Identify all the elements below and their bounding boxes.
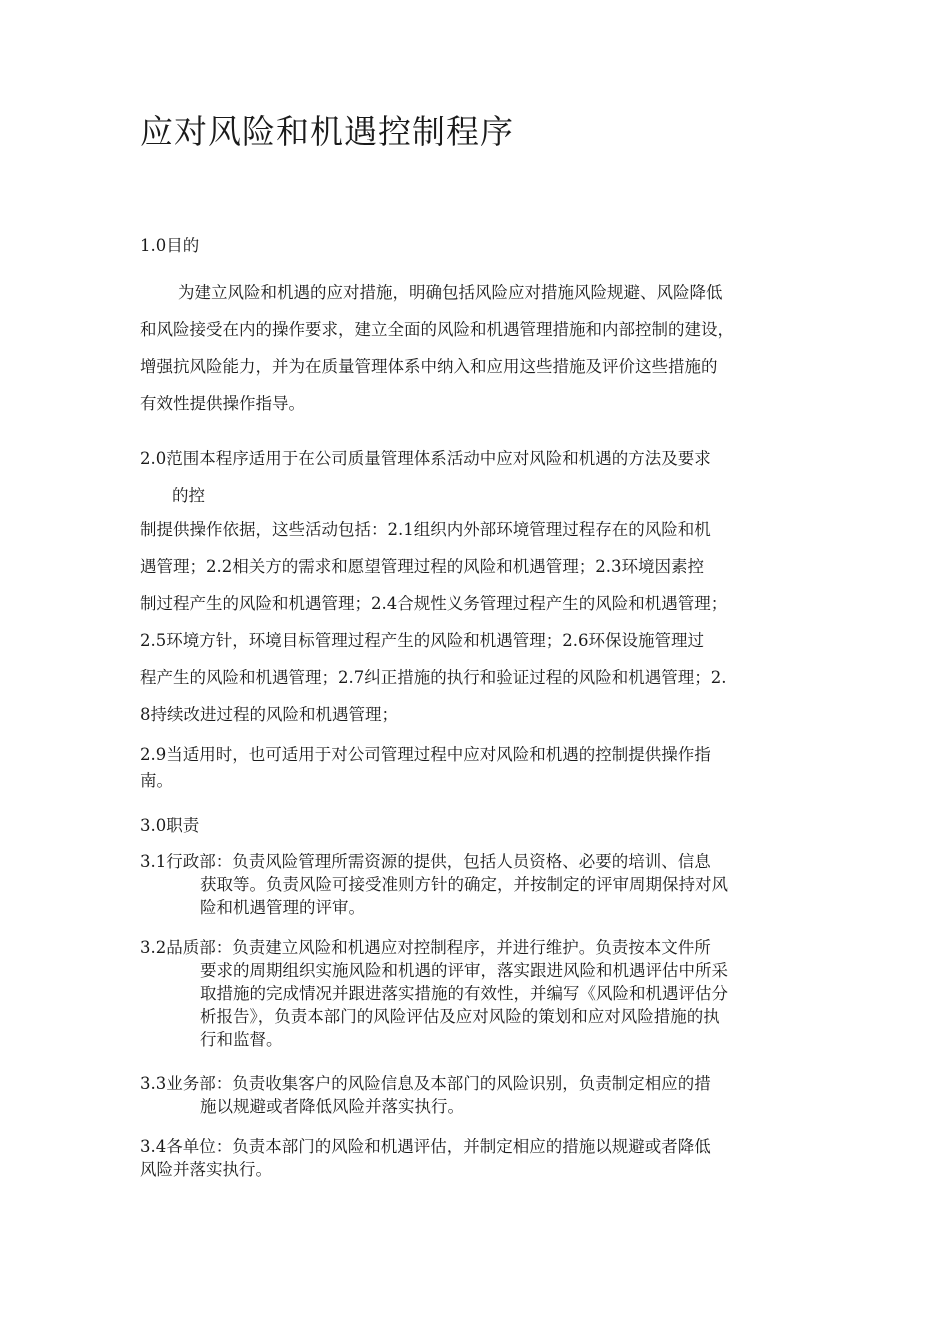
section-2-note-line: 2.9当适用时，也可适用于对公司管理过程中应对风险和机遇的控制提供操作指 bbox=[140, 745, 711, 764]
responsibility-line: 3.4各单位：负责本部门的风险和机遇评估，并制定相应的措施以规避或者降低 bbox=[140, 1137, 711, 1156]
section-2-line: 制过程产生的风险和机遇管理；2.4合规性义务管理过程产生的风险和机遇管理； bbox=[140, 594, 728, 613]
section-2-heading-cont: 的控 bbox=[172, 486, 205, 505]
section-2-note-line: 南。 bbox=[140, 771, 173, 790]
section-1-line: 为建立风险和机遇的应对措施，明确包括风险应对措施风险规避、风险降低 bbox=[178, 283, 723, 302]
section-2-heading-line: 2.0范围本程序适用于在公司质量管理体系活动中应对风险和机遇的方法及要求 bbox=[140, 449, 711, 468]
section-2-line: 制提供操作依据，这些活动包括：2.1组织内外部环境管理过程存在的风险和机 bbox=[140, 520, 711, 539]
responsibility-line: 风险并落实执行。 bbox=[140, 1160, 272, 1179]
section-2-line: 2.5环境方针，环境目标管理过程产生的风险和机遇管理；2.6环保设施管理过 bbox=[140, 631, 704, 650]
section-1-line: 增强抗风险能力，并为在质量管理体系中纳入和应用这些措施及评价这些措施的 bbox=[140, 357, 718, 376]
section-1-body bbox=[140, 274, 734, 422]
section-2-heading bbox=[140, 440, 711, 514]
responsibility-units bbox=[140, 1135, 711, 1181]
section-2-note bbox=[140, 742, 711, 794]
section-1-heading: 1.0目的 bbox=[140, 236, 200, 255]
responsibility-line: 行和监督。 bbox=[200, 1030, 283, 1049]
responsibility-line: 析报告》，负责本部门的风险评估及应对风险的策划和应对风险措施的执 bbox=[200, 1007, 720, 1026]
section-2-line: 8持续改进过程的风险和机遇管理； bbox=[140, 705, 398, 724]
section-1-line: 和风险接受在内的操作要求，建立全面的风险和机遇管理措施和内部控制的建设， bbox=[140, 320, 734, 339]
responsibility-business bbox=[140, 1072, 711, 1118]
responsibility-line: 3.3业务部：负责收集客户的风险信息及本部门的风险识别，负责制定相应的措 bbox=[140, 1074, 711, 1093]
responsibility-line: 要求的周期组织实施风险和机遇的评审，落实跟进风险和机遇评估中所采 bbox=[200, 961, 728, 980]
responsibility-line: 险和机遇管理的评审。 bbox=[200, 898, 365, 917]
section-2-body bbox=[140, 511, 727, 733]
document-title: 应对风险和机遇控制程序 bbox=[140, 112, 514, 151]
section-3-heading: 3.0职责 bbox=[140, 816, 200, 835]
responsibility-line: 取措施的完成情况并跟进落实措施的有效性，并编写《风险和机遇评估分 bbox=[200, 984, 728, 1003]
section-1-line: 有效性提供操作指导。 bbox=[140, 394, 305, 413]
responsibility-admin bbox=[140, 850, 728, 919]
responsibility-quality bbox=[140, 936, 728, 1051]
responsibility-line: 获取等。负责风险可接受准则方针的确定，并按制定的评审周期保持对风 bbox=[200, 875, 728, 894]
responsibility-line: 施以规避或者降低风险并落实执行。 bbox=[200, 1097, 464, 1116]
section-2-line: 遇管理；2.2相关方的需求和愿望管理过程的风险和机遇管理；2.3环境因素控 bbox=[140, 557, 704, 576]
section-2-line: 程产生的风险和机遇管理；2.7纠正措施的执行和验证过程的风险和机遇管理；2. bbox=[140, 668, 727, 687]
responsibility-line: 3.1行政部：负责风险管理所需资源的提供，包括人员资格、必要的培训、信息 bbox=[140, 852, 711, 871]
responsibility-line: 3.2品质部：负责建立风险和机遇应对控制程序，并进行维护。负责按本文件所 bbox=[140, 938, 711, 957]
